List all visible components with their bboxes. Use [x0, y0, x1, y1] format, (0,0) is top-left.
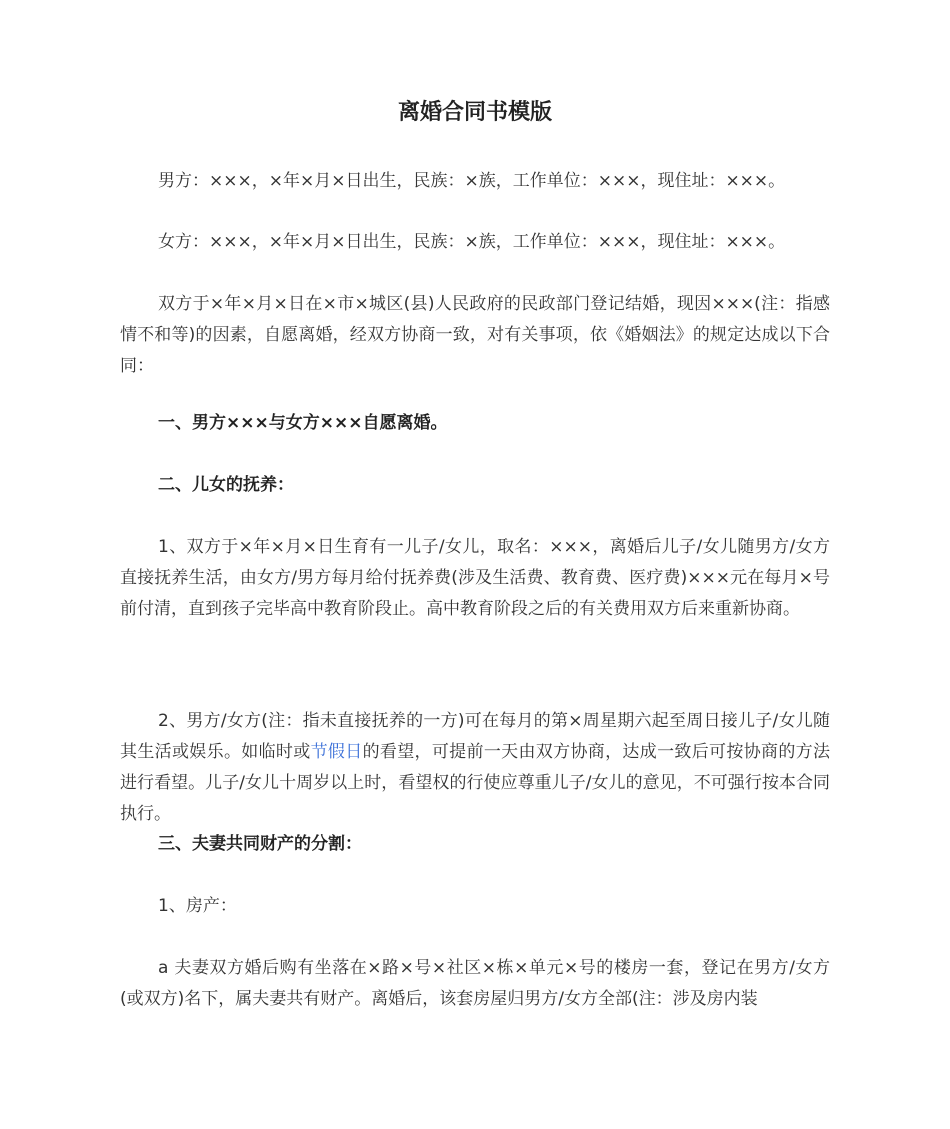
heading-section-1: 一、男方×××与女方×××自愿离婚。	[158, 413, 448, 433]
holiday-link[interactable]: 节假日	[310, 742, 363, 762]
visitation-text-start: 2、男方/女方(注：指未直接抚养的一方)可在每月的第×周星期六起至周日接儿子/女儿随其生活或娱乐。如临时或	[120, 711, 830, 762]
paragraph-house-heading: 1、房产：	[158, 896, 237, 916]
paragraph-female-party: 女方：×××，×年×月×日出生，民族：×族，工作单位：×××，现住址：×××。	[158, 232, 786, 252]
document-title: 离婚合同书模版	[397, 100, 552, 125]
paragraph-house-detail: a 夫妻双方婚后购有坐落在×路×号×社区×栋×单元×号的楼房一套，登记在男方/女方(或双方)名下，属夫妻共有财产。离婚后，该套房屋归男方/女方全部(注：涉及房内装	[120, 958, 830, 1009]
paragraph-visitation	[120, 706, 830, 830]
paragraph-intro: 双方于×年×月×日在×市×城区(县)人民政府的民政部门登记结婚，现因×××(注：指感情不和等)的因素，自愿离婚，经双方协商一致，对有关事项，依《婚姻法》的规定达成以下合同：	[120, 294, 830, 376]
heading-section-2: 二、儿女的抚养：	[158, 475, 294, 495]
paragraph-child-support: 1、双方于×年×月×日生育有一儿子/女儿，取名：×××，离婚后儿子/女儿随男方/女方直接抚养生活，由女方/男方每月给付抚养费(涉及生活费、教育费、医疗费)×××元在每月×号前付清，直到孩子完毕高中教育阶段止。高中教育阶段之后的有关费用双方后来重新协商。	[120, 537, 830, 619]
visitation-text-end: 的看望，可提前一天由双方协商，达成一致后可按协商的方法进行看望。儿子/女儿十周岁以上时，看望权的行使应尊重儿子/女儿的意见，不可强行按本合同执行。	[120, 742, 831, 824]
paragraph-male-party: 男方：×××，×年×月×日出生，民族：×族，工作单位：×××，现住址：×××。	[158, 171, 786, 191]
heading-section-3: 三、夫妻共同财产的分割：	[158, 834, 362, 854]
